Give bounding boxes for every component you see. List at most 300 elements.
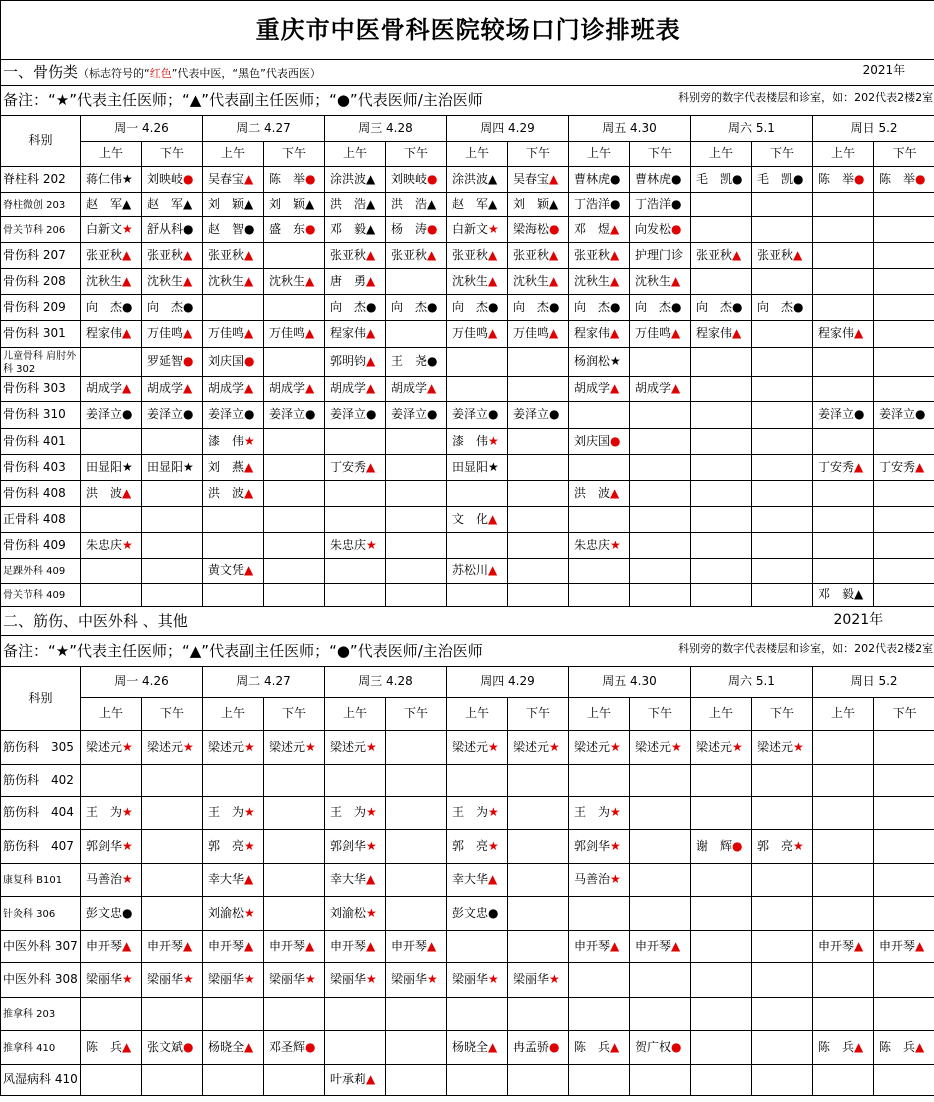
- schedule-cell: [264, 1031, 325, 1065]
- schedule-cell: [874, 481, 934, 507]
- schedule-cell: [569, 455, 630, 481]
- dept-label: 骨伤科 209: [3, 299, 66, 314]
- schedule-cell: [264, 243, 325, 269]
- doctor-name: 朱忠庆: [86, 537, 123, 552]
- dept-header: [1, 667, 81, 731]
- dept-cell: [1, 193, 81, 217]
- day-header: [569, 116, 691, 142]
- schedule-cell: [569, 897, 630, 931]
- schedule-cell: [447, 217, 508, 243]
- doctor-name: 毛 凯: [696, 171, 733, 186]
- schedule-cell: [81, 269, 142, 295]
- schedule-cell: [630, 1065, 691, 1096]
- pm-header: [508, 698, 569, 731]
- schedule-cell: [325, 731, 386, 765]
- schedule-cell: [691, 830, 752, 864]
- schedule-row: [1, 507, 934, 533]
- rank-symbol: ●: [549, 221, 560, 236]
- rank-symbol: ●: [244, 221, 255, 236]
- schedule-cell: [569, 377, 630, 402]
- doctor-name: 王 为: [574, 805, 611, 820]
- schedule-cell: [142, 559, 203, 584]
- doctor-name: 罗延智: [147, 354, 184, 369]
- doctor-name: 姜泽立: [452, 407, 489, 422]
- schedule-cell: [264, 797, 325, 830]
- day-header: [325, 116, 447, 142]
- doctor-name: 蒋仁伟: [86, 171, 123, 186]
- rank-symbol: ●: [427, 407, 438, 422]
- schedule-cell: [203, 1065, 264, 1096]
- schedule-cell: [813, 963, 874, 998]
- dept-label: 康复科 B101: [3, 875, 63, 887]
- doctor-name: 彭文忠: [452, 905, 489, 920]
- dept-label: 中医外科 308: [3, 972, 78, 987]
- doctor-name: 沈秋生: [452, 273, 489, 288]
- day-header-text: 周一 4.26: [114, 120, 169, 135]
- page-title-text: 重庆市中医骨科医院较场口门诊排班表: [255, 15, 681, 44]
- schedule-cell: [752, 765, 813, 797]
- rank-symbol: ●: [732, 299, 743, 314]
- pm-header: [630, 698, 691, 731]
- schedule-row: [1, 295, 934, 321]
- schedule-cell: [81, 295, 142, 321]
- schedule-cell: [874, 348, 934, 377]
- schedule-cell: [752, 533, 813, 559]
- schedule-cell: [569, 765, 630, 797]
- dept-cell: [1, 1031, 81, 1065]
- schedule-cell: [325, 243, 386, 269]
- rank-symbol: ▲: [244, 1039, 254, 1054]
- schedule-cell: [447, 864, 508, 897]
- day-header: [813, 116, 934, 142]
- schedule-cell: [386, 455, 447, 481]
- schedule-cell: [630, 584, 691, 607]
- schedule-row: [1, 348, 934, 377]
- schedule-cell: [325, 864, 386, 897]
- schedule-cell: [447, 765, 508, 797]
- section2-note-right: 科别旁的数字代表楼层和诊室，如：202代表2楼2室: [678, 641, 934, 655]
- doctor-name: 张亚秋: [330, 247, 367, 262]
- schedule-cell: [142, 455, 203, 481]
- rank-symbol: ●: [305, 1039, 316, 1054]
- schedule-cell: [325, 269, 386, 295]
- schedule-cell: [874, 217, 934, 243]
- rank-symbol: ▲: [854, 938, 864, 953]
- schedule-cell: [630, 765, 691, 797]
- doctor-name: 朱忠庆: [330, 537, 367, 552]
- doctor-name: 刘 颖: [269, 196, 306, 211]
- am-header: [203, 698, 264, 731]
- dept-cell: [1, 797, 81, 830]
- schedule-cell: [569, 217, 630, 243]
- am-header-text: 上午: [98, 146, 123, 161]
- schedule-cell: [203, 533, 264, 559]
- schedule-cell: [569, 533, 630, 559]
- schedule-cell: [264, 998, 325, 1031]
- day-header-text: 周三 4.28: [358, 120, 413, 135]
- rank-symbol: ★: [488, 838, 499, 853]
- rank-symbol: ▲: [305, 196, 315, 211]
- rank-symbol: ●: [488, 299, 499, 314]
- doctor-name: 舒从科: [147, 221, 184, 236]
- dept-label: 骨伤科 310: [3, 407, 66, 422]
- day-header-text: 周五 4.30: [602, 120, 657, 135]
- pm-header-text: 下午: [892, 706, 917, 721]
- schedule-cell: [447, 321, 508, 348]
- am-header: [813, 142, 874, 167]
- schedule-cell: [264, 402, 325, 429]
- schedule-cell: [569, 584, 630, 607]
- schedule-cell: [264, 269, 325, 295]
- rank-symbol: ▲: [488, 247, 498, 262]
- doctor-name: 沈秋生: [269, 273, 306, 288]
- schedule-cell: [569, 1065, 630, 1096]
- dept-cell: [1, 377, 81, 402]
- schedule-cell: [691, 243, 752, 269]
- schedule-cell: [203, 830, 264, 864]
- schedule-cell: [142, 533, 203, 559]
- rank-symbol: ★: [610, 838, 621, 853]
- doctor-name: 邓 毅: [330, 221, 367, 236]
- rank-symbol: ★: [610, 872, 621, 887]
- schedule-cell: [447, 533, 508, 559]
- am-header: [325, 142, 386, 167]
- schedule-cell: [386, 321, 447, 348]
- schedule-cell: [630, 167, 691, 193]
- schedule-cell: [142, 1065, 203, 1096]
- dept-cell: [1, 963, 81, 998]
- day-header-text: 周一 4.26: [114, 674, 169, 689]
- rank-symbol: ▲: [610, 485, 620, 500]
- rank-symbol: ▲: [366, 247, 376, 262]
- rank-symbol: ▲: [732, 247, 742, 262]
- doctor-name: 向发松: [635, 221, 672, 236]
- rank-symbol: ▲: [244, 381, 254, 396]
- schedule-cell: [752, 217, 813, 243]
- rank-symbol: ▲: [854, 1039, 864, 1054]
- doctor-name: 叶承莉: [330, 1072, 367, 1087]
- rank-symbol: ●: [671, 221, 682, 236]
- dept-label: 中医外科 307: [3, 938, 78, 953]
- day-header-text: 周二 4.27: [236, 120, 291, 135]
- doctor-name: 申开琴: [635, 938, 672, 953]
- dept-cell: [1, 765, 81, 797]
- schedule-cell: [203, 321, 264, 348]
- dept-cell: [1, 321, 81, 348]
- schedule-cell: [691, 1031, 752, 1065]
- doctor-name: 刘映岐: [147, 171, 184, 186]
- schedule-cell: [325, 348, 386, 377]
- schedule-cell: [325, 584, 386, 607]
- am-header-text: 上午: [464, 146, 489, 161]
- rank-symbol: ▲: [610, 273, 620, 288]
- doctor-name: 胡成学: [269, 381, 306, 396]
- rank-symbol: ▲: [244, 938, 254, 953]
- doctor-name: 程家伟: [696, 326, 733, 341]
- rank-symbol: ●: [122, 407, 133, 422]
- rank-symbol: ▲: [671, 273, 681, 288]
- rank-symbol: ▲: [244, 171, 254, 186]
- schedule-cell: [691, 295, 752, 321]
- schedule-cell: [386, 963, 447, 998]
- section1-note: [1, 86, 934, 116]
- schedule-cell: [142, 167, 203, 193]
- rank-symbol: ▲: [305, 938, 315, 953]
- schedule-cell: [264, 167, 325, 193]
- rank-symbol: ●: [122, 905, 133, 920]
- schedule-cell: [447, 731, 508, 765]
- schedule-row: [1, 998, 934, 1031]
- dept-cell: [1, 507, 81, 533]
- rank-symbol: ●: [610, 196, 621, 211]
- schedule-cell: [81, 402, 142, 429]
- schedule-cell: [447, 429, 508, 455]
- schedule-cell: [874, 963, 934, 998]
- schedule-cell: [203, 998, 264, 1031]
- schedule-cell: [813, 295, 874, 321]
- rank-symbol: ▲: [549, 171, 559, 186]
- schedule-cell: [142, 998, 203, 1031]
- schedule-cell: [81, 963, 142, 998]
- rank-symbol: ▲: [366, 171, 376, 186]
- schedule-cell: [630, 377, 691, 402]
- rank-symbol: ★: [427, 972, 438, 987]
- schedule-cell: [874, 429, 934, 455]
- schedule-cell: [630, 998, 691, 1031]
- rank-symbol: ★: [366, 805, 377, 820]
- rank-symbol: ▲: [488, 563, 498, 578]
- doctor-name: 丁浩洋: [574, 196, 611, 211]
- doctor-name: 白新文: [86, 221, 123, 236]
- schedule-cell: [813, 1065, 874, 1096]
- schedule-cell: [264, 295, 325, 321]
- schedule-cell: [508, 533, 569, 559]
- schedule-row: [1, 402, 934, 429]
- schedule-cell: [630, 321, 691, 348]
- doctor-name: 谢 辉: [696, 838, 733, 853]
- schedule-cell: [325, 377, 386, 402]
- rank-symbol: ★: [732, 739, 743, 754]
- doctor-name: 沈秋生: [574, 273, 611, 288]
- schedule-cell: [569, 429, 630, 455]
- day-header-text: 周四 4.29: [480, 674, 535, 689]
- schedule-cell: [691, 193, 752, 217]
- doctor-name: 梁述元: [757, 739, 794, 754]
- day-header-row: [1, 667, 934, 698]
- schedule-cell: [752, 321, 813, 348]
- dept-header: [1, 116, 81, 167]
- dept-label: 脊柱微创 203: [3, 199, 66, 211]
- rank-symbol: ▲: [122, 381, 132, 396]
- schedule-cell: [630, 830, 691, 864]
- schedule-cell: [874, 998, 934, 1031]
- doctor-name: 万佳鸣: [208, 326, 245, 341]
- doctor-name: 申开琴: [147, 938, 184, 953]
- day-header: [447, 116, 569, 142]
- rank-symbol: ▲: [366, 459, 376, 474]
- schedule-cell: [691, 963, 752, 998]
- rank-symbol: ★: [488, 972, 499, 987]
- schedule-cell: [203, 559, 264, 584]
- pm-header: [142, 142, 203, 167]
- schedule-cell: [264, 1065, 325, 1096]
- schedule-cell: [386, 167, 447, 193]
- doctor-name: 梁述元: [330, 739, 367, 754]
- dept-label: 骨伤科 401: [3, 433, 66, 448]
- doctor-name: 丁安秀: [879, 459, 916, 474]
- schedule-cell: [386, 559, 447, 584]
- schedule-row: [1, 1065, 934, 1096]
- rank-symbol: ▲: [244, 563, 254, 578]
- schedule-cell: [508, 348, 569, 377]
- schedule-cell: [813, 864, 874, 897]
- dept-cell: [1, 455, 81, 481]
- schedule-cell: [386, 1031, 447, 1065]
- dept-label: 针灸科 306: [3, 908, 56, 920]
- doctor-name: 沈秋生: [513, 273, 550, 288]
- doctor-name: 向 杰: [757, 299, 794, 314]
- section2-note: [1, 636, 934, 667]
- schedule-cell: [203, 481, 264, 507]
- schedule-cell: [81, 731, 142, 765]
- rank-symbol: ★: [671, 739, 682, 754]
- doctor-name: 陈 兵: [86, 1039, 123, 1054]
- doctor-name: 梁丽华: [147, 972, 184, 987]
- schedule-cell: [691, 998, 752, 1031]
- am-header-text: 上午: [342, 706, 367, 721]
- schedule-cell: [752, 377, 813, 402]
- doctor-name: 向 杰: [513, 299, 550, 314]
- schedule-cell: [630, 269, 691, 295]
- rank-symbol: ▲: [183, 938, 193, 953]
- schedule-cell: [264, 864, 325, 897]
- schedule-cell: [813, 455, 874, 481]
- schedule-cell: [752, 193, 813, 217]
- dept-cell: [1, 830, 81, 864]
- rank-symbol: ▲: [183, 326, 193, 341]
- schedule-cell: [264, 193, 325, 217]
- schedule-cell: [752, 402, 813, 429]
- schedule-cell: [325, 765, 386, 797]
- schedule-cell: [691, 559, 752, 584]
- section1-heading: [1, 60, 934, 86]
- schedule-cell: [81, 429, 142, 455]
- schedule-cell: [447, 1031, 508, 1065]
- doctor-name: 陈 兵: [879, 1039, 916, 1054]
- pm-header-text: 下午: [647, 706, 672, 721]
- schedule-cell: [325, 897, 386, 931]
- doctor-name: 郭剑华: [86, 838, 123, 853]
- schedule-cell: [752, 1031, 813, 1065]
- schedule-cell: [447, 963, 508, 998]
- doctor-name: 申开琴: [208, 938, 245, 953]
- rank-symbol: ★: [549, 739, 560, 754]
- rank-symbol: ●: [305, 221, 316, 236]
- schedule-cell: [386, 348, 447, 377]
- rank-symbol: ▲: [122, 273, 132, 288]
- color-legend: [78, 67, 321, 80]
- schedule-cell: [813, 998, 874, 1031]
- schedule-cell: [874, 931, 934, 963]
- schedule-cell: [508, 377, 569, 402]
- schedule-cell: [325, 830, 386, 864]
- rank-symbol: ▲: [305, 381, 315, 396]
- schedule-cell: [630, 931, 691, 963]
- rank-symbol: ▲: [183, 247, 193, 262]
- schedule-cell: [325, 321, 386, 348]
- schedule-cell: [203, 897, 264, 931]
- schedule-cell: [630, 507, 691, 533]
- day-header: [813, 667, 934, 698]
- rank-symbol: ▲: [366, 1072, 376, 1087]
- schedule-cell: [508, 507, 569, 533]
- section2-heading-row: [1, 607, 934, 636]
- schedule-cell: [630, 429, 691, 455]
- schedule-cell: [264, 533, 325, 559]
- rank-symbol: ▲: [122, 485, 132, 500]
- pm-header: [752, 142, 813, 167]
- dept-label: 风湿病科 410: [3, 1072, 78, 1087]
- rank-symbol: ★: [244, 972, 255, 987]
- rank-symbol: ●: [244, 407, 255, 422]
- rank-symbol: ★: [244, 739, 255, 754]
- doctor-name: 沈秋生: [635, 273, 672, 288]
- rank-symbol: ▲: [732, 326, 742, 341]
- section2-year: 2021年: [833, 611, 884, 628]
- rank-symbol: ★: [610, 739, 621, 754]
- doctor-name: 万佳鸣: [635, 326, 672, 341]
- day-header-text: 周日 5.2: [850, 120, 898, 135]
- day-header-text: 周日 5.2: [850, 674, 898, 689]
- schedule-cell: [386, 243, 447, 269]
- am-header: [813, 698, 874, 731]
- pm-header: [142, 698, 203, 731]
- doctor-name: 刘 颖: [513, 196, 550, 211]
- schedule-cell: [203, 269, 264, 295]
- doctor-name: 向 杰: [391, 299, 428, 314]
- schedule-cell: [813, 348, 874, 377]
- schedule-cell: [752, 507, 813, 533]
- rank-symbol: ▲: [488, 273, 498, 288]
- rank-symbol: ★: [366, 972, 377, 987]
- doctor-name: 幸大华: [330, 872, 367, 887]
- schedule-cell: [569, 963, 630, 998]
- doctor-name: 姜泽立: [513, 407, 550, 422]
- doctor-name: 向 杰: [635, 299, 672, 314]
- doctor-name: 万佳鸣: [269, 326, 306, 341]
- schedule-row: [1, 193, 934, 217]
- doctor-name: 刘 燕: [208, 459, 245, 474]
- doctor-name: 王 尧: [391, 354, 428, 369]
- schedule-row: [1, 584, 934, 607]
- doctor-name: 郭 亮: [757, 838, 794, 853]
- doctor-name: 幸大华: [452, 872, 489, 887]
- am-header-text: 上午: [708, 706, 733, 721]
- dept-cell: [1, 998, 81, 1031]
- rank-symbol: ▲: [671, 938, 681, 953]
- schedule-cell: [569, 830, 630, 864]
- doctor-name: 赵 军: [452, 196, 489, 211]
- rank-symbol: ★: [366, 838, 377, 853]
- rank-symbol: ▲: [610, 247, 620, 262]
- doctor-name: 朱忠庆: [574, 537, 611, 552]
- doctor-name: 涂洪波: [452, 171, 489, 186]
- doctor-name: 申开琴: [574, 938, 611, 953]
- doctor-name: 梁丽华: [330, 972, 367, 987]
- dept-label: 骨伤科 408: [3, 485, 66, 500]
- schedule-cell: [813, 243, 874, 269]
- doctor-name: 刘渝松: [208, 905, 245, 920]
